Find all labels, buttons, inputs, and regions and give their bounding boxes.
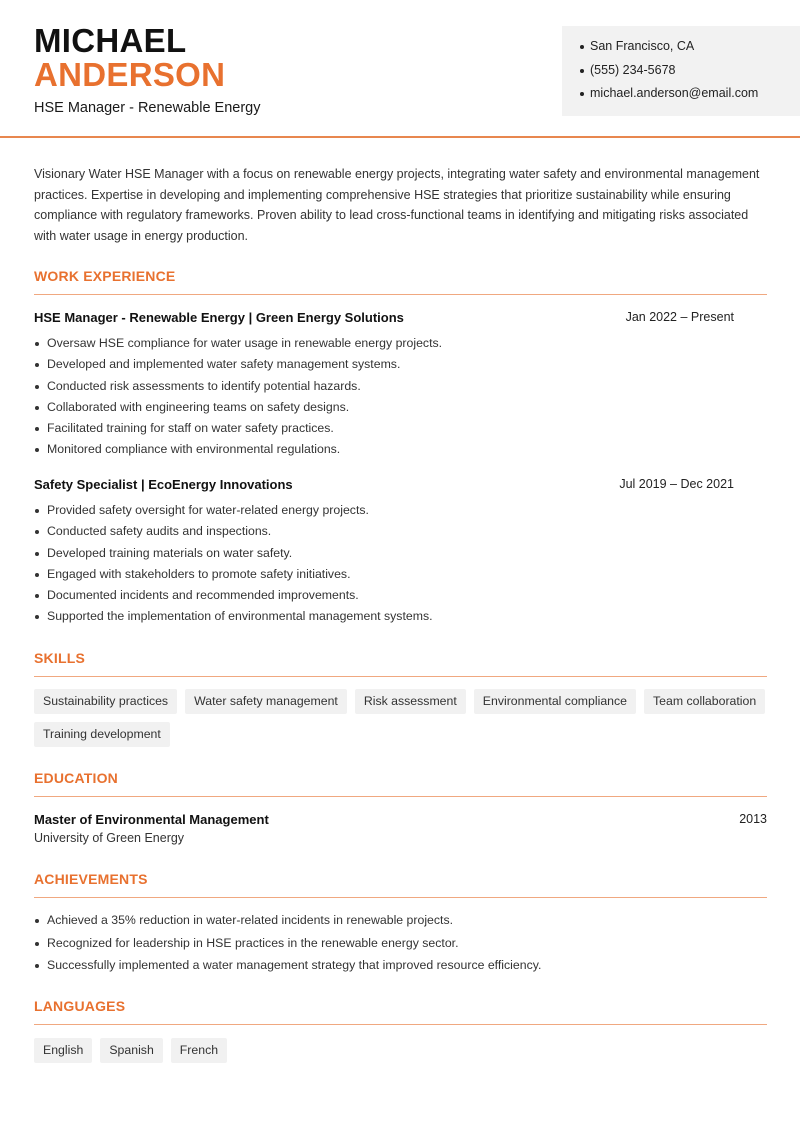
- job-dates: Jan 2022 – Present: [625, 310, 734, 324]
- list-item: Oversaw HSE compliance for water usage in renewable energy projects.: [34, 336, 767, 357]
- education-degree: Master of Environmental Management: [34, 812, 269, 827]
- list-item: Documented incidents and recommended improvements.: [34, 588, 767, 609]
- skill-tag: Environmental compliance: [474, 689, 636, 714]
- skill-tag: Water safety management: [185, 689, 347, 714]
- list-item: Facilitated training for staff on water safety practices.: [34, 421, 767, 442]
- section-title-education: EDUCATION: [34, 770, 118, 786]
- list-item: Conducted safety audits and inspections.: [34, 524, 767, 545]
- achievements-list: [34, 913, 767, 981]
- contact-phone: (555) 234-5678: [580, 63, 800, 87]
- skills-list: [34, 689, 774, 747]
- job-heading-text: HSE Manager - Renewable Energy | Green Energy Solutions: [34, 310, 404, 325]
- list-item: Successfully implemented a water management strategy that improved resource efficiency.: [34, 958, 767, 981]
- section-divider: [34, 897, 767, 898]
- language-tag: French: [171, 1038, 227, 1063]
- section-title-languages: LANGUAGES: [34, 998, 126, 1014]
- list-item: Developed and implemented water safety management systems.: [34, 357, 767, 378]
- summary: Visionary Water HSE Manager with a focus on renewable energy projects, integrating water safety and environmental management practices. Expertise in developing and implementing comprehensive HSE strategies that prioritize sustainability while ensuring compliance with regulatory frameworks. Proven ability to lead cross-functional teams in identifying and mitigating risks associated with water usage in energy production.: [34, 167, 760, 243]
- job-title: HSE Manager - Renewable Energy: [34, 100, 261, 116]
- list-item: Collaborated with engineering teams on safety designs.: [34, 400, 767, 421]
- list-item: Developed training materials on water safety.: [34, 546, 767, 567]
- list-item: Provided safety oversight for water-related energy projects.: [34, 503, 767, 524]
- section-divider: [34, 294, 767, 295]
- first-name: MICHAEL: [34, 22, 187, 59]
- resume-header: [0, 0, 800, 138]
- section-divider: [34, 796, 767, 797]
- job-heading-text: Safety Specialist | EcoEnergy Innovations: [34, 477, 293, 492]
- skill-tag: Risk assessment: [355, 689, 466, 714]
- job-heading: [34, 477, 767, 492]
- job-bullets: [34, 503, 767, 631]
- skill-tag: Training development: [34, 722, 170, 747]
- section-title-achievements: ACHIEVEMENTS: [34, 871, 148, 887]
- list-item: Conducted risk assessments to identify potential hazards.: [34, 379, 767, 400]
- job-heading: [34, 310, 767, 325]
- section-title-work: WORK EXPERIENCE: [34, 268, 176, 284]
- section-title-skills: SKILLS: [34, 650, 85, 666]
- job-bullets: [34, 336, 767, 464]
- list-item: Recognized for leadership in HSE practices in the renewable energy sector.: [34, 936, 767, 959]
- contact-location: San Francisco, CA: [580, 39, 800, 63]
- education-school: University of Green Energy: [34, 831, 185, 845]
- section-divider: [34, 676, 767, 677]
- section-divider: [34, 1024, 767, 1025]
- education-year: 2013: [739, 812, 767, 826]
- list-item: Supported the implementation of environmental management systems.: [34, 609, 767, 630]
- skill-tag: Team collaboration: [644, 689, 765, 714]
- list-item: Engaged with stakeholders to promote safety initiatives.: [34, 567, 767, 588]
- list-item: Achieved a 35% reduction in water-related incidents in renewable projects.: [34, 913, 767, 936]
- skill-tag: Sustainability practices: [34, 689, 177, 714]
- contact-box: [562, 26, 800, 116]
- last-name: ANDERSON: [34, 56, 226, 93]
- languages-list: [34, 1038, 774, 1063]
- list-item: Monitored compliance with environmental regulations.: [34, 442, 767, 463]
- language-tag: Spanish: [100, 1038, 162, 1063]
- language-tag: English: [34, 1038, 92, 1063]
- contact-email[interactable]: michael.anderson@email.com: [580, 86, 800, 110]
- job-dates: Jul 2019 – Dec 2021: [619, 477, 734, 491]
